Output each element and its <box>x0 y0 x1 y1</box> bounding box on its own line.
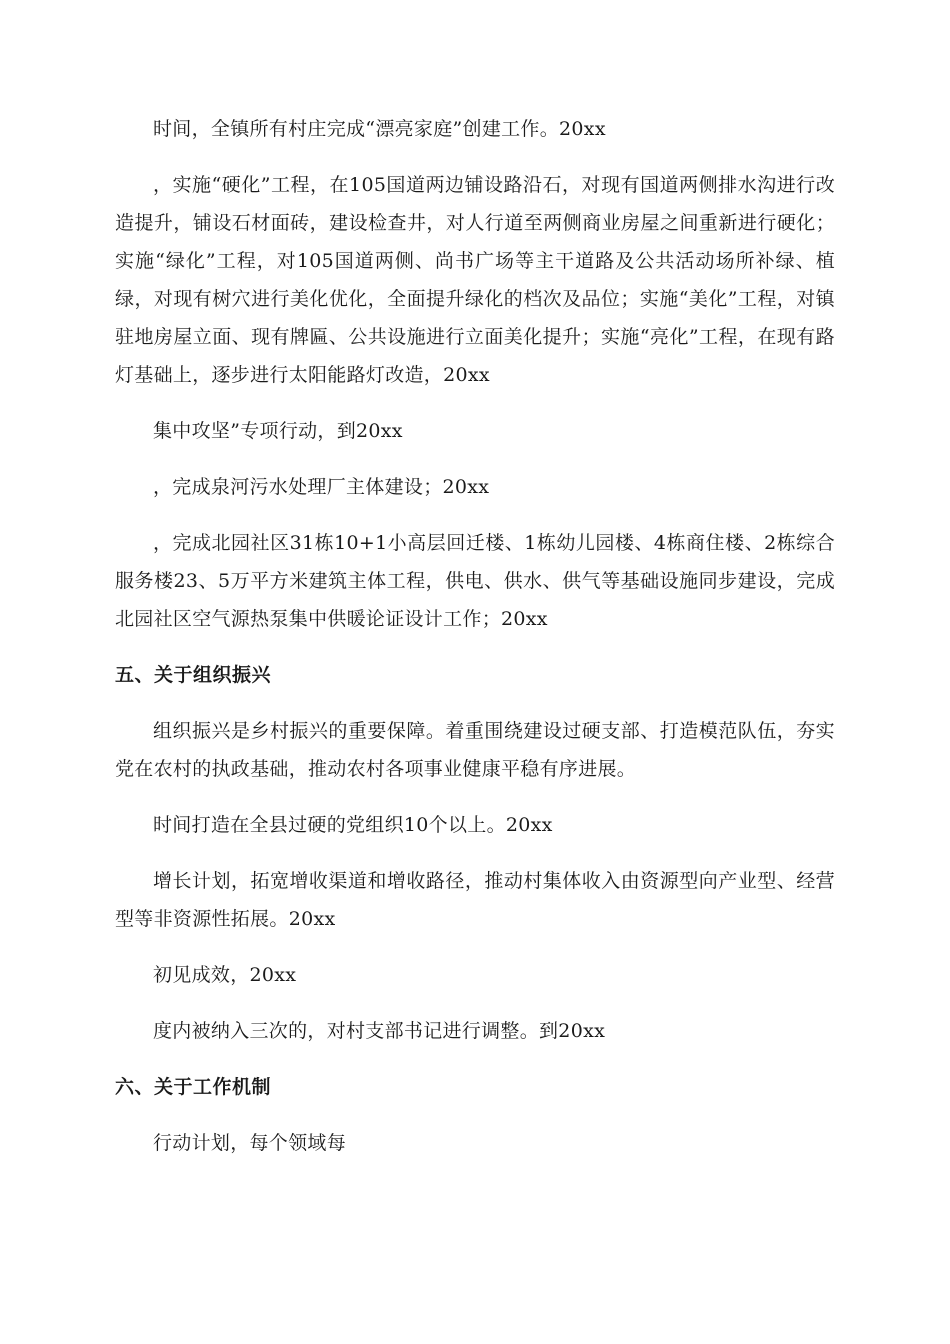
document-body <box>115 110 835 1162</box>
section-heading: 六、关于工作机制 <box>115 1076 272 1098</box>
paragraph: 增长计划，拓宽增收渠道和增收路径，推动村集体收入由资源型向产业型、经营型等非资源性拓展。20xx <box>115 870 835 930</box>
paragraph: 组织振兴是乡村振兴的重要保障。着重围绕建设过硬支部、打造模范队伍，夯实党在农村的执政基础，推动农村各项事业健康平稳有序进展。 <box>115 720 835 780</box>
paragraph: ，完成北园社区31栋10+1小高层回迁楼、1栋幼儿园楼、4栋商住楼、2栋综合服务楼23、5万平方米建筑主体工程，供电、供水、供气等基础设施同步建设，完成北园社区空气源热泵集中供暖论证设计工作；20xx <box>115 532 835 630</box>
paragraph: 时间，全镇所有村庄完成“漂亮家庭”创建工作。20xx <box>153 118 606 140</box>
paragraph: 度内被纳入三次的，对村支部书记进行调整。到20xx <box>153 1020 606 1042</box>
paragraph: 行动计划，每个领域每 <box>153 1132 347 1154</box>
paragraph: ，完成泉河污水处理厂主体建设；20xx <box>153 476 490 498</box>
paragraph: 时间打造在全县过硬的党组织10个以上。20xx <box>153 814 553 836</box>
paragraph: 集中攻坚”专项行动，到20xx <box>153 420 403 442</box>
paragraph: ，实施“硬化”工程，在105国道两边铺设路沿石，对现有国道两侧排水沟进行改造提升，铺设石材面砖，建设检查井，对人行道至两侧商业房屋之间重新进行硬化；实施“绿化”工程，对105国道两侧、尚书广场等主干道路及公共活动场所补绿、植绿，对现有树穴进行美化优化，全面提升绿化的档次及品位；实施“美化”工程，对镇驻地房屋立面、现有牌匾、公共设施进行立面美化提升；实施“亮化”工程，在现有路灯基础上，逐步进行太阳能路灯改造，20xx <box>115 174 835 386</box>
section-heading: 五、关于组织振兴 <box>115 664 272 686</box>
paragraph: 初见成效，20xx <box>153 964 297 986</box>
